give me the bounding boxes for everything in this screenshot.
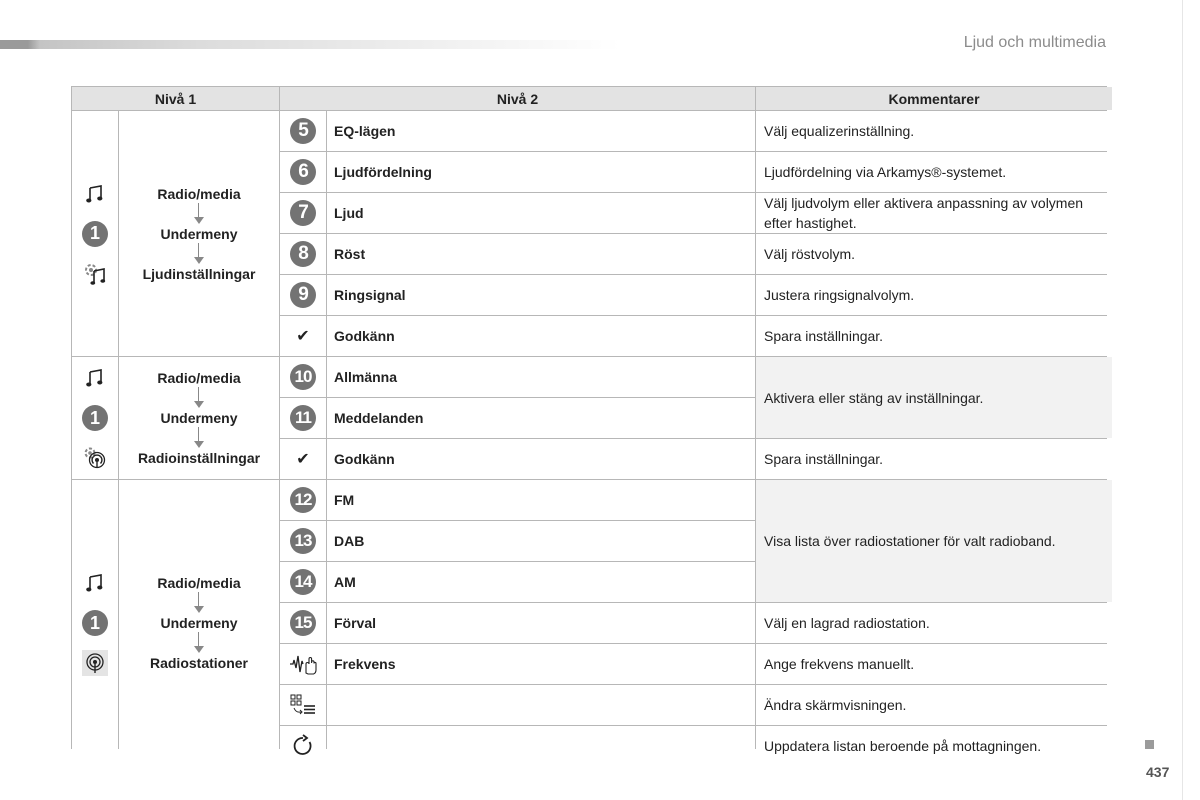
row-number: 12 [280, 480, 326, 520]
refresh-icon [280, 726, 326, 766]
radio-settings-icon [81, 444, 109, 472]
row-number: 14 [280, 562, 326, 602]
path-step: Undermeny [160, 615, 238, 631]
path-step: Radio/media [157, 370, 241, 386]
checkmark-icon: ✔ [280, 439, 326, 479]
music-note-icon [81, 180, 109, 208]
setting-comment-merged: Visa lista över radiostationer för valt radioband. [756, 480, 1112, 602]
setting-comment-merged: Aktivera eller stäng av inställningar. [756, 357, 1112, 438]
setting-comment: Ljudfördelning via Arkamys®-systemet. [756, 152, 1112, 192]
frequency-hand-icon [280, 644, 326, 684]
down-arrow-icon [194, 243, 204, 265]
setting-name: Godkänn [327, 316, 755, 356]
path-step: Ljudinställningar [142, 265, 256, 282]
setting-name [327, 726, 755, 766]
row-number: 13 [280, 521, 326, 561]
setting-comment: Välj equalizerinställning. [756, 111, 1112, 151]
group-icons [72, 480, 118, 766]
path-step: Radioinställningar [137, 450, 261, 466]
setting-name: Ljudfördelning [327, 152, 755, 192]
setting-name: EQ-lägen [327, 111, 755, 151]
down-arrow-icon [194, 592, 204, 614]
row-number: 11 [280, 398, 326, 438]
page-number: 437 [1146, 764, 1170, 780]
page-edge-rule [1182, 0, 1183, 800]
menu-path [119, 357, 279, 479]
down-arrow-icon [194, 387, 204, 409]
setting-comment: Justera ringsignalvolym. [756, 275, 1112, 315]
path-step: Radio/media [157, 185, 241, 202]
path-step: Radiostationer [149, 655, 248, 671]
setting-comment: Spara inställningar. [756, 439, 1112, 479]
path-step: Undermeny [160, 225, 238, 242]
setting-name: Godkänn [327, 439, 755, 479]
row-number: 9 [280, 275, 326, 315]
menu-path [119, 480, 279, 766]
setting-name: Röst [327, 234, 755, 274]
setting-name: Allmänna [327, 357, 755, 397]
setting-name: Förval [327, 603, 755, 643]
checkmark-icon: ✔ [280, 316, 326, 356]
setting-name [327, 685, 755, 725]
page-marker [1145, 740, 1154, 749]
row-number: 7 [280, 193, 326, 233]
music-note-icon [81, 569, 109, 597]
row-number: 15 [280, 603, 326, 643]
setting-comment: Spara inställningar. [756, 316, 1112, 356]
group-icons [72, 357, 118, 479]
music-note-icon [81, 364, 109, 392]
section-title: Ljud och multimedia [963, 34, 1106, 51]
column-header-level1: Nivå 1 [72, 87, 279, 110]
setting-name: Ringsignal [327, 275, 755, 315]
menu-path [119, 111, 279, 356]
row-number: 5 [280, 111, 326, 151]
step-badge-icon: 1 [81, 609, 109, 637]
group-icons [72, 111, 118, 356]
down-arrow-icon [194, 203, 204, 225]
settings-table [71, 86, 1107, 754]
row-number: 6 [280, 152, 326, 192]
setting-comment: Ange frekvens manuellt. [756, 644, 1112, 684]
step-badge-icon: 1 [81, 220, 109, 248]
setting-comment: Välj en lagrad radiostation. [756, 603, 1112, 643]
path-step: Undermeny [160, 410, 238, 426]
down-arrow-icon [194, 632, 204, 654]
row-number: 10 [280, 357, 326, 397]
top-decorative-bar [0, 40, 620, 49]
setting-comment: Välj röstvolym. [756, 234, 1112, 274]
setting-comment: Uppdatera listan beroende på mottagningen. [756, 726, 1112, 766]
column-header-level2: Nivå 2 [280, 87, 755, 110]
setting-name: Ljud [327, 193, 755, 233]
sound-settings-icon [81, 260, 109, 288]
setting-name: Meddelanden [327, 398, 755, 438]
setting-name: FM [327, 480, 755, 520]
setting-name: AM [327, 562, 755, 602]
radio-station-icon [81, 649, 109, 677]
display-mode-icon [280, 685, 326, 725]
setting-comment: Välj ljudvolym eller aktivera anpassning av volymen efter hastighet. [756, 193, 1112, 233]
setting-name: Frekvens [327, 644, 755, 684]
step-badge-icon: 1 [81, 404, 109, 432]
row-number: 8 [280, 234, 326, 274]
column-header-comments: Kommentarer [756, 87, 1112, 110]
path-step: Radio/media [157, 575, 241, 591]
setting-name: DAB [327, 521, 755, 561]
down-arrow-icon [194, 427, 204, 449]
setting-comment: Ändra skärmvisningen. [756, 685, 1112, 725]
